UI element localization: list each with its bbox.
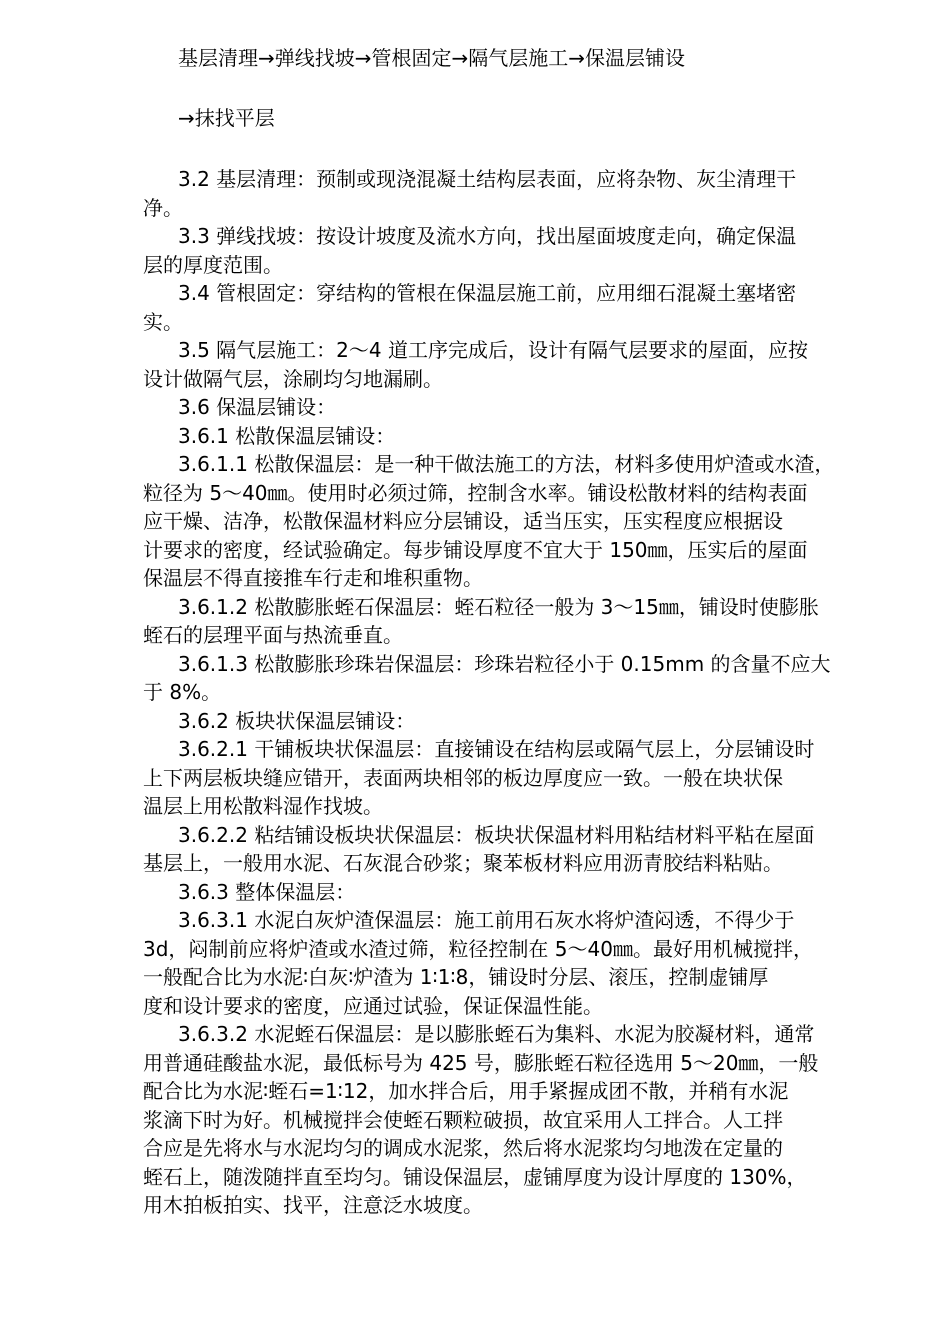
text-line: 3.6.1.1 松散保温层：是一种干做法施工的方法，材料多使用炉渣或水渣， <box>178 452 835 476</box>
text-line: 度和设计要求的密度，应通过试验，保证保温性能。 <box>143 993 603 1018</box>
text-line: 粒径为 5～40㎜。使用时必须过筛，控制含水率。铺设松散材料的结构表面 <box>143 480 808 505</box>
text-line: 3.6 保温层铺设： <box>178 395 337 419</box>
text-line: 设计做隔气层，涂刷均匀地漏刷。 <box>143 366 443 391</box>
text-line: 合应是先将水与水泥均匀的调成水泥浆，然后将水泥浆均匀地泼在定量的 <box>143 1136 783 1160</box>
text-line: 层的厚度范围。 <box>143 252 283 277</box>
text-line: 实。 <box>143 309 183 334</box>
text-line: 3.4 管根固定：穿结构的管根在保温层施工前，应用细石混凝土塞堵密 <box>178 281 797 305</box>
text-line: 3d，闷制前应将炉渣或水渣过筛，粒径控制在 5～40㎜。最好用机械搅拌， <box>143 936 813 961</box>
text-line: 计要求的密度，经试验确定。每步铺设厚度不宜大于 150㎜，压实后的屋面 <box>143 537 808 562</box>
text-line: 基层上，一般用水泥、石灰混合砂浆；聚苯板材料应用沥青胶结料粘贴。 <box>143 851 783 875</box>
text-line: 于 8%。 <box>143 680 222 704</box>
process-flow-line-2: →抹找平层 <box>178 106 275 130</box>
text-line: 用木拍板拍实、找平，注意泛水坡度。 <box>143 1193 483 1217</box>
text-line: 3.6.1 松散保温层铺设： <box>178 423 396 448</box>
text-line: 3.3 弹线找坡：按设计坡度及流水方向，找出屋面坡度走向，确定保温 <box>178 224 797 248</box>
text-line: 3.6.2.2 粘结铺设板块状保温层：板块状保温材料用粘结材料平粘在屋面 <box>178 822 815 847</box>
text-line: 3.2 基层清理：预制或现浇混凝土结构层表面，应将杂物、灰尘清理干 <box>178 167 797 191</box>
text-line: 蛭石上，随泼随拌直至均匀。铺设保温层，虚铺厚度为设计厚度的 130%， <box>143 1164 807 1189</box>
text-line: 浆滴下时为好。机械搅拌会使蛭石颗粒破损，故宜采用人工拌合。人工拌 <box>143 1107 783 1132</box>
text-line: 3.6.2.1 干铺板块状保温层：直接铺设在结构层或隔气层上，分层铺设时 <box>178 737 815 761</box>
text-line: 一般配合比为水泥∶白灰∶炉渣为 1∶1∶8，铺设时分层、滚压，控制虚铺厚 <box>143 965 769 989</box>
document-page <box>143 44 903 1220</box>
text-line: 净。 <box>143 195 183 220</box>
text-line: 3.6.1.2 松散膨胀蛭石保温层：蛭石粒径一般为 3～15㎜，铺设时使膨胀 <box>178 594 819 619</box>
text-line: 用普通硅酸盐水泥，最低标号为 425 号，膨胀蛭石粒径选用 5～20㎜，一般 <box>143 1050 819 1075</box>
text-line: 上下两层板块缝应错开，表面两块相邻的板边厚度应一致。一般在块状保 <box>143 765 783 790</box>
text-line: 3.6.2 板块状保温层铺设： <box>178 708 416 733</box>
text-line: 3.5 隔气层施工：2～4 道工序完成后，设计有隔气层要求的屋面，应按 <box>178 338 808 362</box>
text-line: 应干燥、洁净，松散保温材料应分层铺设，适当压实，压实程度应根据设 <box>143 509 783 533</box>
text-line: 3.6.3.1 水泥白灰炉渣保温层：施工前用石灰水将炉渣闷透，不得少于 <box>178 908 795 932</box>
text-line: 3.6.3.2 水泥蛭石保温层：是以膨胀蛭石为集料、水泥为胶凝材料，通常 <box>178 1022 815 1046</box>
text-line: 3.6.1.3 松散膨胀珍珠岩保温层：珍珠岩粒径小于 0.15mm 的含量不应大 <box>178 651 831 676</box>
body-text <box>143 165 903 1220</box>
text-line: 3.6.3 整体保温层： <box>178 879 356 904</box>
text-line: 温层上用松散料湿作找坡。 <box>143 794 383 818</box>
text-line: 保温层不得直接推车行走和堆积重物。 <box>143 566 483 590</box>
text-line: 配合比为水泥∶蛭石=1∶12，加水拌合后，用手紧握成团不散，并稍有水泥 <box>143 1079 789 1103</box>
text-line: 蛭石的层理平面与热流垂直。 <box>143 623 403 647</box>
process-flow-line-1: 基层清理→弹线找坡→管根固定→隔气层施工→保温层铺设 <box>178 46 686 70</box>
